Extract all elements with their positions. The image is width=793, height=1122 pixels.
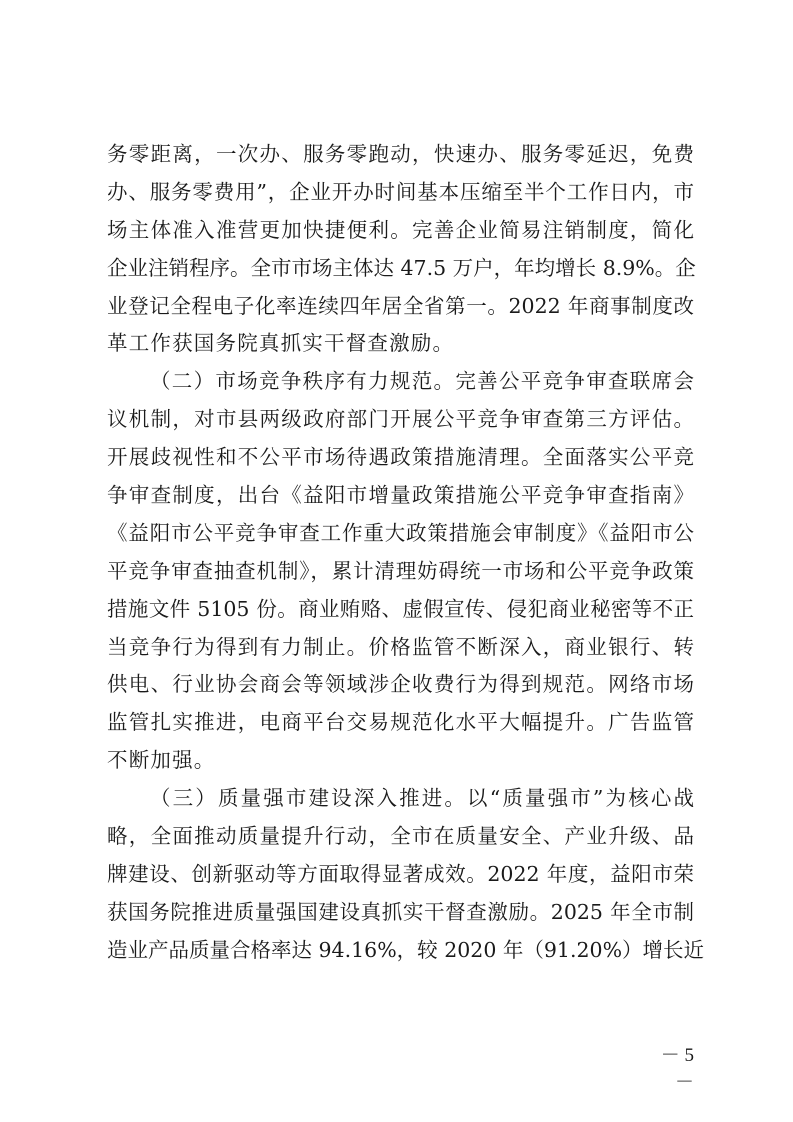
text-line: 企业注销程序。全市市场主体达 47.5 万户，年均增长 8.9%。企 <box>107 255 696 280</box>
paragraph <box>107 136 694 363</box>
text-line: 平竞争审查抽查机制》，累计清理妨碍统一市场和公平竞争政策 <box>107 558 694 583</box>
section-heading-line: （三）质量强市建设深入推进。以“质量强市”为核心战 <box>150 786 694 811</box>
text-line: 措施文件 5105 份。商业贿赂、虚假宣传、侵犯商业秘密等不正 <box>107 596 694 621</box>
text-line: 造业产品质量合格率达 94.16%，较 2020 年（91.20%）增长近 <box>107 937 705 962</box>
text-line: 获国务院推进质量强国建设真抓实干督查激励。2025 年全市制 <box>107 899 694 924</box>
text-line: 不断加强。 <box>107 748 216 773</box>
text-line: 当竞争行为得到有力制止。价格监管不断深入，商业银行、转 <box>107 634 694 659</box>
section-heading-line: （二）市场竞争秩序有力规范。完善公平竞争审查联席会 <box>150 369 694 394</box>
text-line: 略，全面推动质量提升行动，全市在质量安全、产业升级、品 <box>107 824 694 849</box>
text-line: 供电、行业协会商会等领域涉企收费行为得到规范。网络市场 <box>107 672 694 697</box>
text-line: 场主体准入准营更加快捷便利。完善企业简易注销制度，简化 <box>107 217 694 242</box>
text-line: 牌建设、创新驱动等方面取得显著成效。2022 年度，益阳市荣 <box>107 861 694 886</box>
text-line: 监管扎实推进，电商平台交易规范化水平大幅提升。广告监管 <box>107 710 694 735</box>
paragraph <box>107 363 694 780</box>
text-line: 办、服务零费用”，企业开办时间基本压缩至半个工作日内，市 <box>107 179 694 204</box>
text-line: 开展歧视性和不公平市场待遇政策措施清理。全面落实公平竞 <box>107 445 694 470</box>
text-line: 议机制，对市县两级政府部门开展公平竞争审查第三方评估。 <box>107 407 694 432</box>
page-number: － 5 － <box>660 1045 694 1093</box>
text-line: 《益阳市公平竞争审查工作重大政策措施会审制度》《益阳市公 <box>107 520 694 545</box>
text-line: 争审查制度，出台《益阳市增量政策措施公平竞争审查指南》 <box>107 483 694 508</box>
paragraph <box>107 780 705 969</box>
text-line: 革工作获国务院真抓实干督查激励。 <box>107 331 455 356</box>
document-body <box>107 136 705 970</box>
text-line: 业登记全程电子化率连续四年居全省第一。2022 年商事制度改 <box>107 293 694 318</box>
text-line: 务零距离，一次办、服务零跑动，快速办、服务零延迟，免费 <box>107 142 694 166</box>
